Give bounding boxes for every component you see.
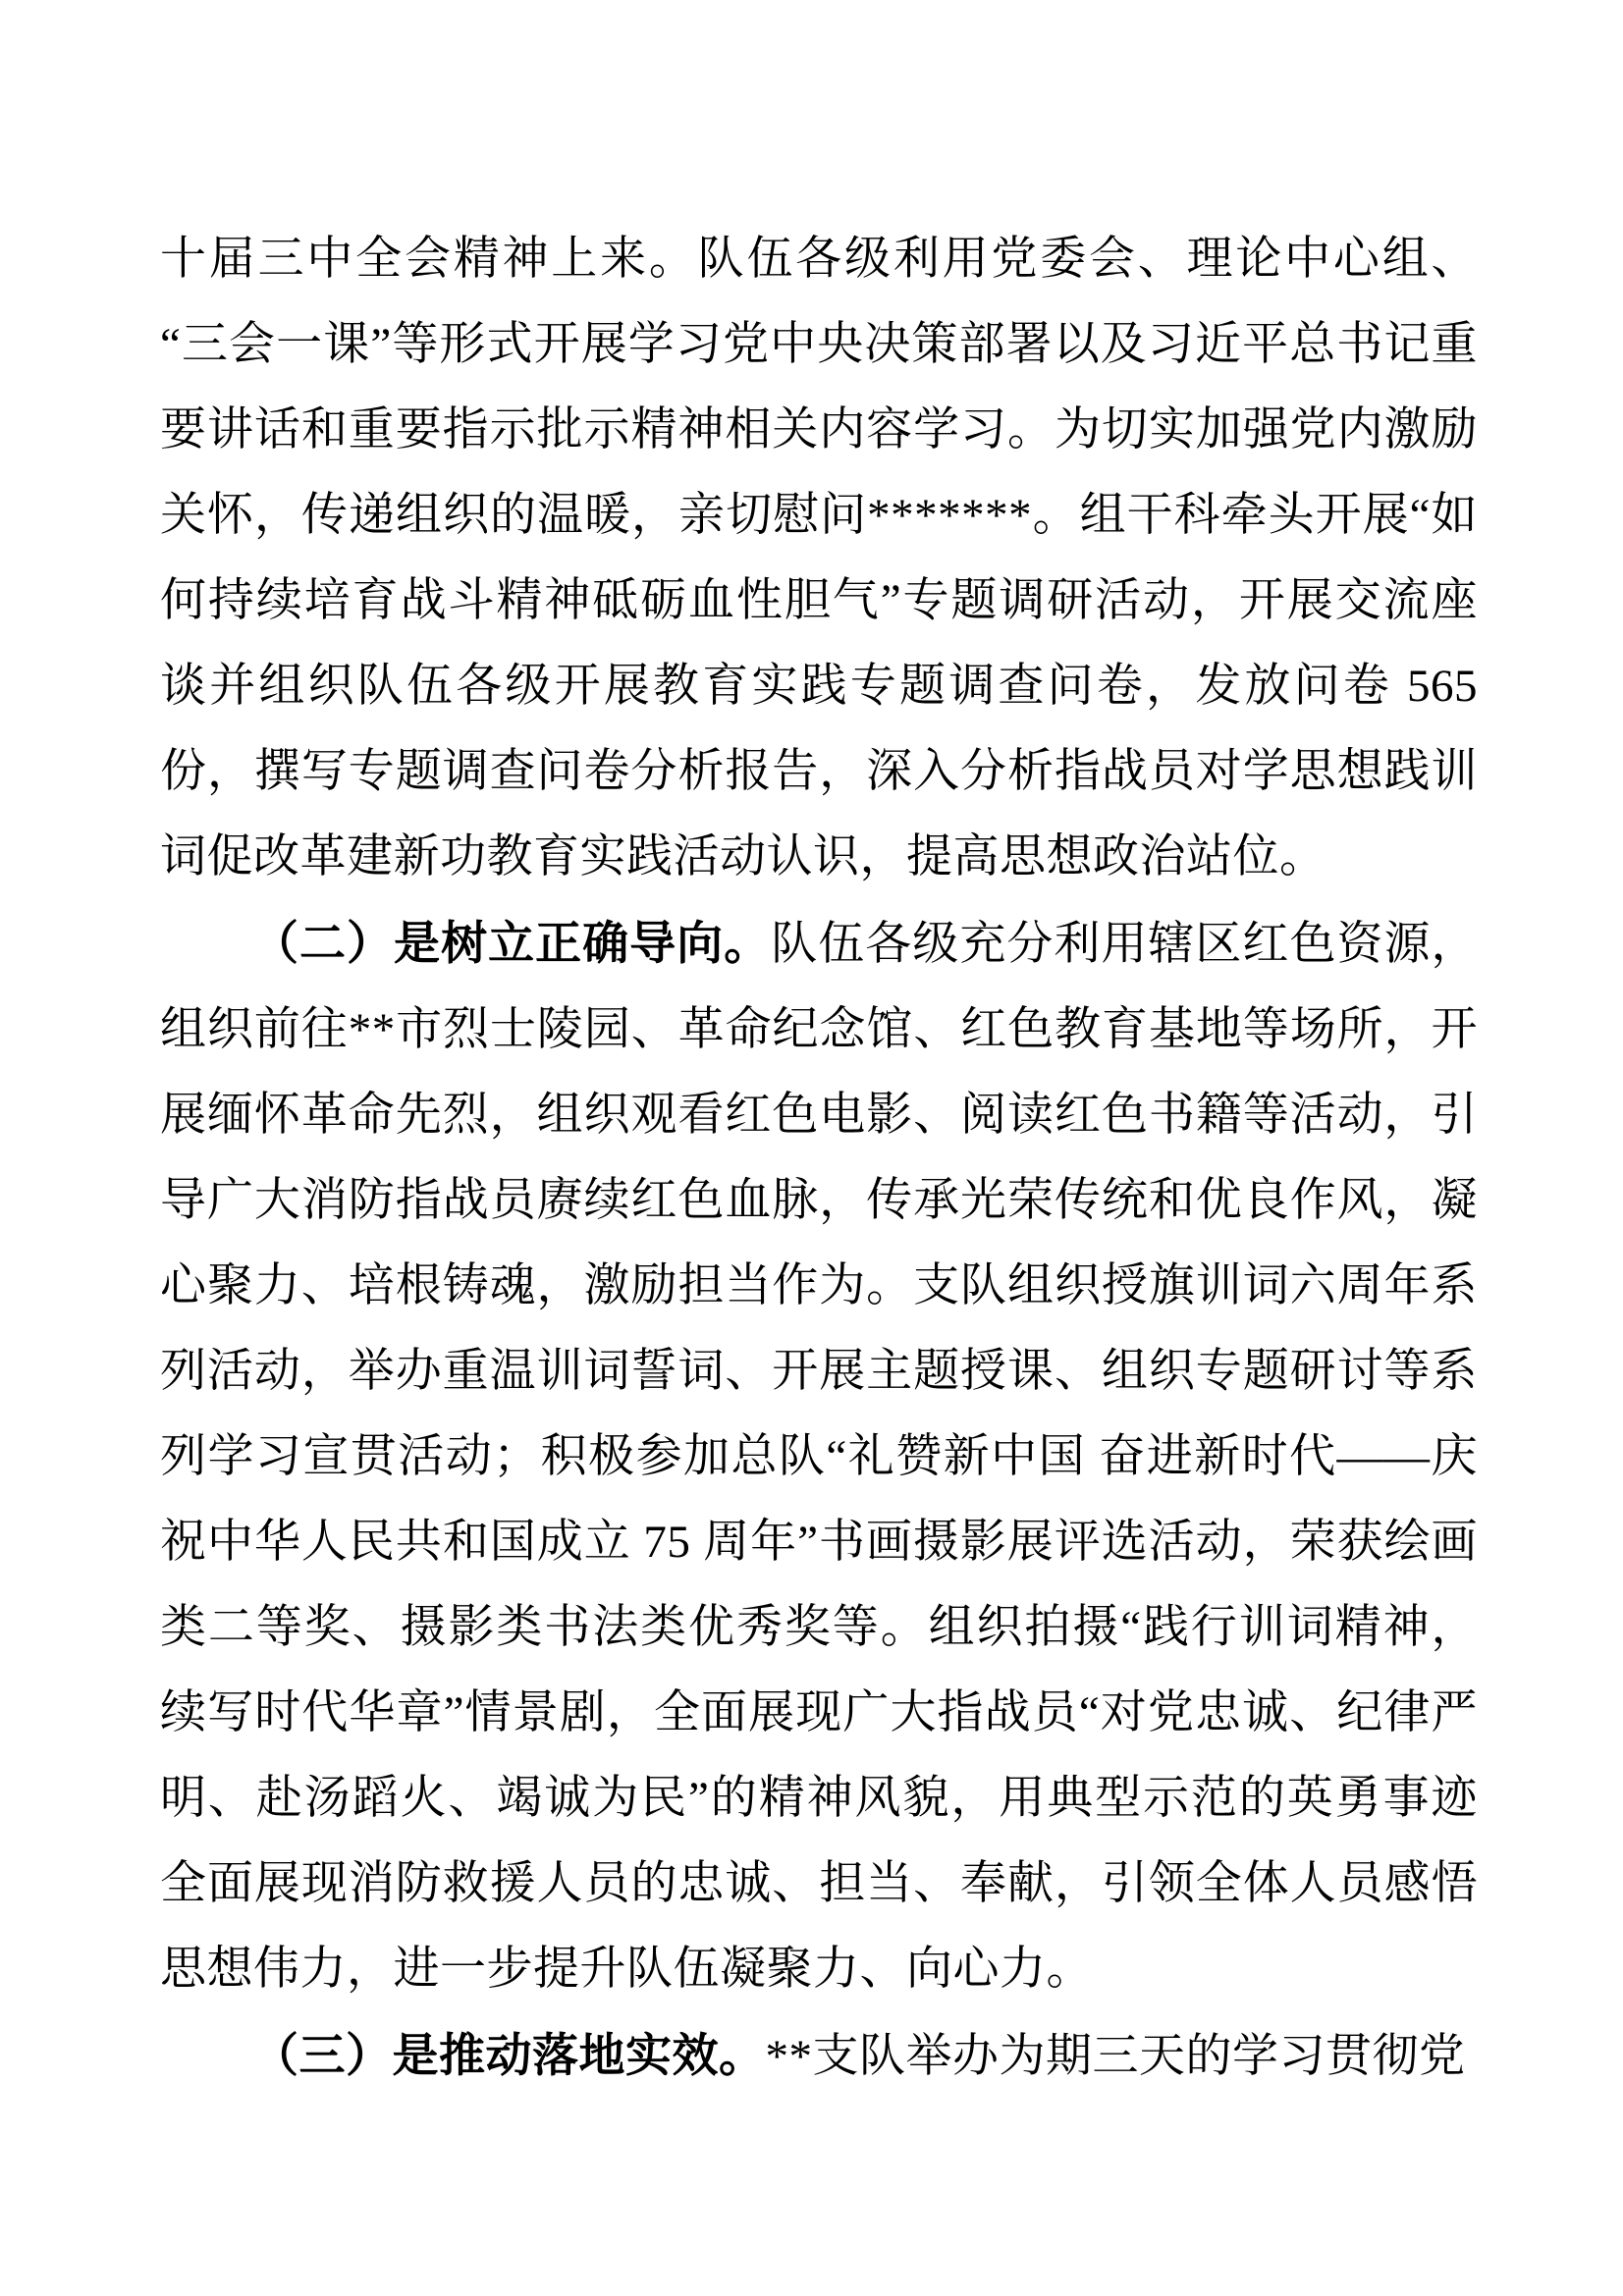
paragraph-lead: （二）是树立正确导向。 [252,917,772,969]
paragraph [160,215,1478,900]
paragraph-lead: （三）是推动落地实效。 [252,2029,766,2081]
paragraph [160,2012,1478,2100]
paragraph [160,900,1478,2012]
paragraph-text: 队伍各级充分利用辖区红色资源，组织前往**市烈士陵园、革命纪念馆、红色教育基地等场所，开展缅怀革命先烈，组织观看红色电影、阅读红色书籍等活动，引导广大消防指战员赓续红色血脉，传承光荣传统和优良作风，凝心聚力、培根铸魂，激励担当作为。支队组织授旗训词六周年系列活动，举办重温训词誓词、开展主题授课、组织专题研讨等系列学习宣贯活动；积极参加总队“礼赞新中国 奋进新时代——庆祝中华人民共和国成立 75 周年”书画摄影展评选活动，荣获绘画类二等奖、摄影类书法类优秀奖等。组织拍摄“践行训词精神，续写时代华章”情景剧，全面展现广大指战员“对党忠诚、纪律严明、赴汤蹈火、竭诚为民”的精神风貌，用典型示范的英勇事迹全面展现消防救援人员的忠诚、担当、奉献，引领全体人员感悟思想伟力，进一步提升队伍凝聚力、向心力。 [160,919,1479,1995]
paragraph-text: **支队举办为期三天的学习贯彻党 [765,2031,1466,2082]
document-body-text [160,215,1478,2100]
paragraph-text: 十届三中全会精神上来。队伍各级利用党委会、理论中心组、“三会一课”等形式开展学习党中央决策部署以及习近平总书记重要讲话和重要指示批示精神相关内容学习。为切实加强党内激励关怀，传递组织的温暖，亲切慰问*******。组干科牵头开展“如何持续培育战斗精神砥砺血性胆气”专题调研活动，开展交流座谈并组织队伍各级开展教育实践专题调查问卷，发放问卷 565 份，撰写专题调查问卷分析报告，深入分析指战员对学思想践训词促改革建新功教育实践活动认识，提高思想政治站位。 [160,234,1478,882]
